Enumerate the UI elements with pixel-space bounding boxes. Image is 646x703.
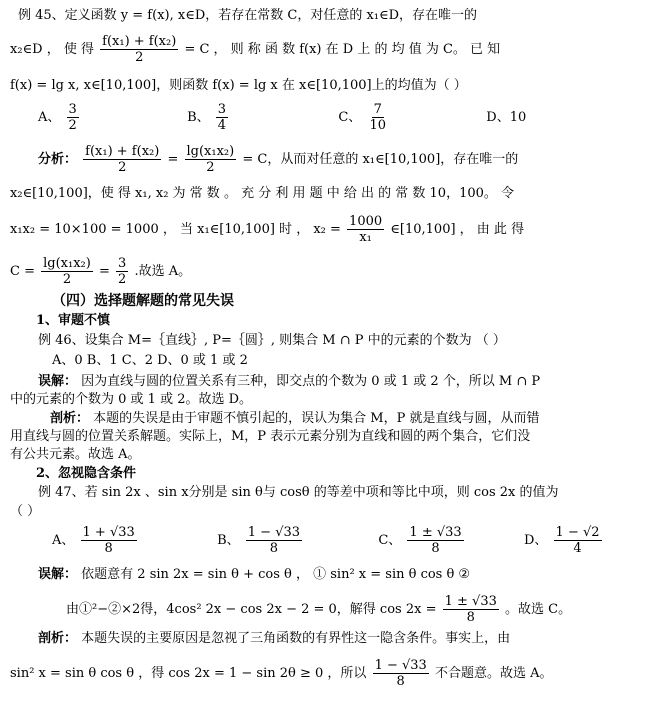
option-label: A、 <box>52 533 75 548</box>
ex45-conclusion <box>10 256 590 287</box>
analysis-text-end: 不合题意。故选 A。 <box>434 666 553 681</box>
option-label: C、 <box>338 110 362 125</box>
fraction-numerator: f(x₁) + f(x₂) <box>85 144 160 159</box>
ex45-options <box>38 102 618 133</box>
fraction-denominator: 4 <box>573 541 582 556</box>
ex47-question: 例 47、若 sin 2x 、sin x分别是 sin θ与 cosθ 的等差中项和等比中项，则 cos 2x 的值为 <box>38 485 559 500</box>
ex45-option-c <box>338 102 394 133</box>
ex45-line2a: x₂∈D ， 使 得 <box>10 42 94 57</box>
error-label: 误解： <box>38 374 78 389</box>
fraction-numerator: f(x₁) + f(x₂) <box>102 34 177 49</box>
section-title: （四）选择题解题的常见失误 <box>52 293 234 309</box>
fraction-denominator: 2 <box>118 160 127 175</box>
fraction-denominator: 8 <box>269 541 279 556</box>
line7-text-end: ∈[10,100] ， 由 此 得 <box>390 222 525 237</box>
ex47-option-b <box>217 525 308 556</box>
subsection-title-1: 1、审题不慎 <box>36 313 111 328</box>
ex45-line7 <box>10 214 590 245</box>
ex47-options <box>52 525 632 556</box>
fraction-numerator: lg(x₁x₂) <box>186 144 235 159</box>
ex47-option-d <box>523 525 604 556</box>
ex46-analysis-line3: 有公共元素。故选 A。 <box>10 447 141 462</box>
fraction-denominator: 2 <box>206 160 215 175</box>
fraction-denominator: 2 <box>135 50 144 65</box>
error-text-end: 。故选 C。 <box>505 602 572 617</box>
error-text: 由①²−②×2得，4cos² 2x − cos 2x − 2 = 0，解得 cos 2x = <box>66 602 437 617</box>
ex46-question: 例 46、设集合 M=｛直线｝, P=｛圆｝, 则集合 M ∩ P 中的元素的个数为 （ ） <box>38 333 506 348</box>
analysis-text: 本题失误的主要原因是忽视了三角函数的有界性这一隐含条件。事实上，由 <box>81 631 511 646</box>
ex45-line1: 例 45、定义函数 y = f(x), x∈D，若存在常数 C，对任意的 x₁∈D，存在唯一的 <box>18 8 478 23</box>
fraction-numerator: 1 ± √33 <box>444 594 497 609</box>
fraction-numerator: 1 ± √33 <box>409 525 462 540</box>
conclusion-end: .故选 A。 <box>134 264 192 279</box>
option-label: A、 <box>38 110 61 125</box>
analysis-text: = C，从而对任意的 x₁∈[10,100]，存在唯一的 <box>242 152 519 167</box>
fraction-denominator: 10 <box>369 118 386 133</box>
fraction-numerator: 3 <box>68 102 77 117</box>
ex45-option-a <box>38 102 85 133</box>
fraction-numerator: 3 <box>118 256 127 271</box>
ex47-error-line1 <box>38 567 618 583</box>
error-text: 依题意有 2 sin 2x = sin θ + cos θ ， ① sin² x = sin θ cos θ ② <box>81 567 471 582</box>
ex46-error-line2: 中的元素的个数为 0 或 1 或 2。故选 D。 <box>10 392 253 407</box>
fraction-denominator: 8 <box>466 610 475 625</box>
fraction-numerator: 1 − √33 <box>247 525 301 540</box>
equals-sign: = <box>167 152 179 167</box>
conclusion-start: C = <box>10 264 35 279</box>
ex46-options: A、0 B、1 C、2 D、0 或 1 或 2 <box>52 353 248 368</box>
ex47-analysis-line1 <box>38 631 618 647</box>
equals-sign: = <box>98 264 110 279</box>
line7-text: x₁x₂ = 10×100 = 1000 ， 当 x₁∈[10,100] 时 ， x₂ = <box>10 222 341 237</box>
ex46-analysis-line2: 用直线与圆的位置关系解题。实际上，M，P 表示元素分别为直线和圆的两个集合，它们没 <box>10 429 531 444</box>
fraction-numerator: 3 <box>217 102 227 117</box>
fraction-denominator: 2 <box>62 272 72 287</box>
fraction-numerator: 1 − √33 <box>374 658 427 673</box>
ex45-line6: x₂∈[10,100]，使 得 x₁, x₂ 为 常 数 。 充 分 利 用 题 中 给 出 的 常 数 10，100。 令 <box>10 186 515 201</box>
fraction-numerator: 7 <box>373 102 382 117</box>
analysis-label: 剖析： <box>50 411 90 426</box>
ex47-question-bracket: （ ） <box>10 504 41 519</box>
ex46-error-line1 <box>38 374 618 390</box>
option-label: B、 <box>187 110 210 125</box>
ex45-mean-fraction <box>100 34 178 65</box>
analysis-text: sin² x = sin θ cos θ ，得 cos 2x = 1 − sin 2θ ≥ 0 ，所以 <box>10 666 367 681</box>
option-label: B、 <box>217 533 240 548</box>
ex47-option-a <box>52 525 143 556</box>
fraction-numerator: 1 + √33 <box>82 525 135 540</box>
option-label: D、 <box>523 533 548 548</box>
error-label: 误解： <box>38 567 78 582</box>
ex45-analysis <box>38 144 618 175</box>
option-label: C、 <box>378 533 402 548</box>
ex45-line3: f(x) = lg x, x∈[10,100]，则函数 f(x) = lg x 在 x∈[10,100]上的均值为（ ） <box>10 78 467 93</box>
fraction-denominator: 8 <box>396 674 405 689</box>
subsection-title-2: 2、忽视隐含条件 <box>36 466 137 481</box>
fraction-numerator: 1 − √2 <box>555 525 600 540</box>
fraction-denominator: 8 <box>104 541 113 556</box>
ex45-line2b: = C ， 则 称 函 数 f(x) 在 D 上 的 均 值 为 C。 已 知 <box>184 42 501 57</box>
ex47-error-line2 <box>66 594 646 625</box>
fraction-denominator: x₁ <box>359 230 372 245</box>
ex45-option-d: D、10 <box>486 110 527 125</box>
ex46-analysis-line1 <box>50 411 630 427</box>
fraction-denominator: 2 <box>68 118 77 133</box>
ex45-option-b <box>187 102 234 133</box>
fraction-denominator: 4 <box>217 118 227 133</box>
error-text: 因为直线与圆的位置关系有三种，即交点的个数为 0 或 1 或 2 个，所以 M ∩ P <box>81 374 541 389</box>
analysis-label: 分析： <box>38 152 78 167</box>
fraction-numerator: 1000 <box>349 214 383 229</box>
fraction-denominator: 2 <box>118 272 127 287</box>
ex47-analysis-line2 <box>10 658 590 689</box>
fraction-denominator: 8 <box>431 541 440 556</box>
analysis-text: 本题的失误是由于审题不慎引起的，误认为集合 M，P 就是直线与圆，从而错 <box>93 411 540 426</box>
analysis-label: 剖析： <box>38 631 78 646</box>
ex45-line2 <box>10 34 590 65</box>
fraction-numerator: lg(x₁x₂) <box>43 256 91 271</box>
